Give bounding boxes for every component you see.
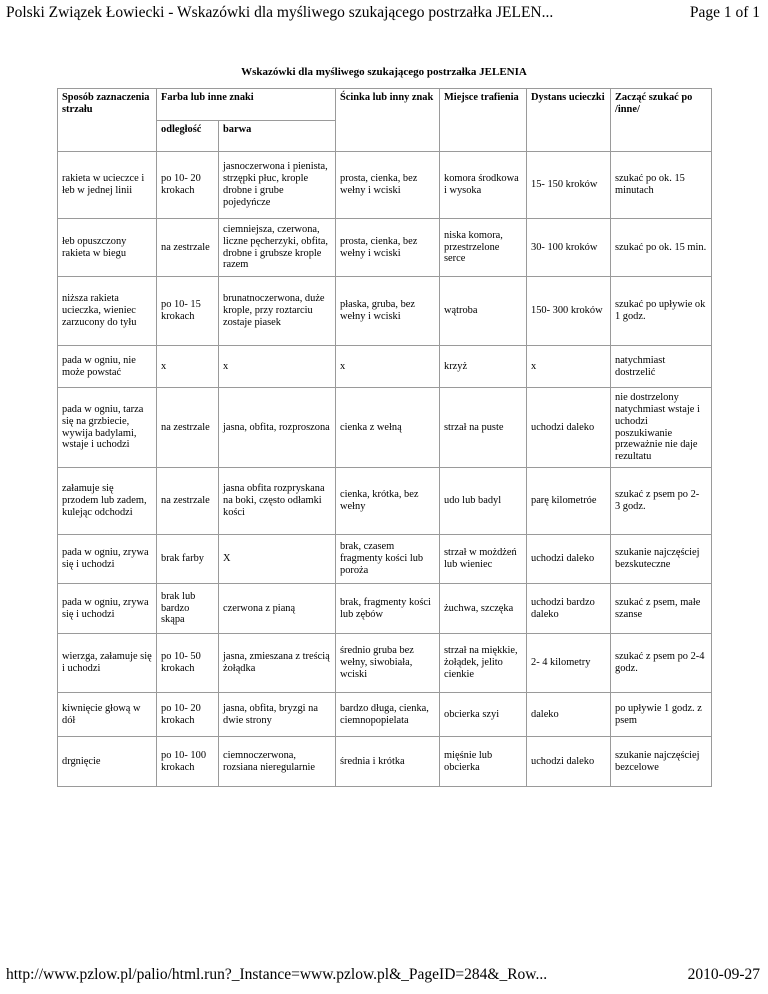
cell-cut: brak, czasem fragmenty kości lub poroża xyxy=(336,535,440,584)
table-row xyxy=(58,737,712,787)
cell-start: szukanie najczęściej bezcelowe xyxy=(611,737,712,787)
header-distance: odległość xyxy=(157,121,219,152)
cell-signal: pada w ogniu, nie może powstać xyxy=(58,346,157,388)
cell-distance: po 10- 50 krokach xyxy=(157,634,219,693)
cell-escape: 15- 150 kroków xyxy=(527,152,611,219)
cell-color: jasna obfita rozpryskana na boki, często odłamki kości xyxy=(219,468,336,535)
cell-cut: bardzo długa, cienka, ciemnopopielata xyxy=(336,693,440,737)
cell-start: szukać po ok. 15 minutach xyxy=(611,152,712,219)
cell-distance: na zestrzale xyxy=(157,388,219,468)
cell-distance: x xyxy=(157,346,219,388)
cell-cut: cienka, krótka, bez wełny xyxy=(336,468,440,535)
cell-cut: średnia i krótka xyxy=(336,737,440,787)
header-signal: Sposób zaznaczenia strzału xyxy=(58,89,157,152)
cell-start: szukać z psem po 2-4 godz. xyxy=(611,634,712,693)
cell-cut: x xyxy=(336,346,440,388)
table-row xyxy=(58,219,712,277)
cell-place: strzał na miękkie, żołądek, jelito cienkie xyxy=(440,634,527,693)
header-color: barwa xyxy=(219,121,336,152)
cell-color: ciemniejsza, czerwona, liczne pęcherzyki, obfita, drobne i grubsze krople razem xyxy=(219,219,336,277)
cell-escape: 150- 300 kroków xyxy=(527,277,611,346)
cell-distance: po 10- 100 krokach xyxy=(157,737,219,787)
cell-signal: pada w ogniu, tarza się na grzbiecie, wywija badylami, wstaje i uchodzi xyxy=(58,388,157,468)
table-row xyxy=(58,584,712,634)
header-escape: Dystans ucieczki xyxy=(527,89,611,152)
print-header-page: Page 1 of 1 xyxy=(689,4,760,21)
cell-place: komora środkowa i wysoka xyxy=(440,152,527,219)
cell-place: krzyż xyxy=(440,346,527,388)
cell-cut: prosta, cienka, bez wełny i wciski xyxy=(336,152,440,219)
document-title: Wskazówki dla myśliwego szukającego postrzałka JELENIA xyxy=(241,66,527,78)
cell-color: jasnoczerwona i pienista, strzępki płuc, krople drobne i grube pojedyńcze xyxy=(219,152,336,219)
print-footer xyxy=(0,966,768,990)
cell-signal: załamuje się przodem lub zadem, kulejąc odchodzi xyxy=(58,468,157,535)
cell-escape: x xyxy=(527,346,611,388)
cell-color: x xyxy=(219,346,336,388)
cell-signal: wierzga, załamuje się i uchodzi xyxy=(58,634,157,693)
cell-escape: uchodzi daleko xyxy=(527,737,611,787)
print-header-title: Polski Związek Łowiecki - Wskazówki dla myśliwego szukającego postrzałka JELEN... xyxy=(6,4,554,21)
cell-cut: prosta, cienka, bez wełny i wciski xyxy=(336,219,440,277)
header-cut: Ścinka lub inny znak xyxy=(336,89,440,152)
cell-place: wątroba xyxy=(440,277,527,346)
cell-place: obcierka szyi xyxy=(440,693,527,737)
cell-signal: kiwnięcie głową w dół xyxy=(58,693,157,737)
cell-start: szukanie najczęściej bezskuteczne xyxy=(611,535,712,584)
cell-start: szukać po ok. 15 min. xyxy=(611,219,712,277)
cell-color: jasna, obfita, bryzgi na dwie strony xyxy=(219,693,336,737)
cell-distance: brak farby xyxy=(157,535,219,584)
print-footer-url: http://www.pzlow.pl/palio/html.run?_Instance=www.pzlow.pl&_PageID=284&_Row... xyxy=(6,966,548,983)
header-blood-group: Farba lub inne znaki xyxy=(157,89,336,121)
table-row xyxy=(58,388,712,468)
table-row xyxy=(58,152,712,219)
cell-escape: parę kilometróe xyxy=(527,468,611,535)
cell-start: szukać z psem, małe szanse xyxy=(611,584,712,634)
cell-start: szukać po upływie ok 1 godz. xyxy=(611,277,712,346)
cell-escape: uchodzi bardzo daleko xyxy=(527,584,611,634)
table-row xyxy=(58,277,712,346)
cell-escape: uchodzi daleko xyxy=(527,388,611,468)
cell-color: brunatnoczerwona, duże krople, przy roztarciu zostaje piasek xyxy=(219,277,336,346)
cell-signal: pada w ogniu, zrywa się i uchodzi xyxy=(58,584,157,634)
table-row xyxy=(58,346,712,388)
header-place: Miejsce trafienia xyxy=(440,89,527,152)
cell-distance: po 10- 20 krokach xyxy=(157,152,219,219)
cell-start: natychmiast dostrzelić xyxy=(611,346,712,388)
cell-distance: po 10- 15 krokach xyxy=(157,277,219,346)
header-start: Zacząć szukać po /inne/ xyxy=(611,89,712,152)
cell-distance: na zestrzale xyxy=(157,468,219,535)
table-row xyxy=(58,535,712,584)
table-row xyxy=(58,693,712,737)
cell-cut: średnio gruba bez wełny, siwobiała, wciski xyxy=(336,634,440,693)
cell-start: po upływie 1 godz. z psem xyxy=(611,693,712,737)
cell-cut: cienka z wełną xyxy=(336,388,440,468)
cell-escape: uchodzi daleko xyxy=(527,535,611,584)
cell-place: niska komora, przestrzelone serce xyxy=(440,219,527,277)
cell-escape: 2- 4 kilometry xyxy=(527,634,611,693)
cell-place: strzał w możdżeń lub wieniec xyxy=(440,535,527,584)
cell-signal: niższa rakieta ucieczka, wieniec zarzucony do tyłu xyxy=(58,277,157,346)
cell-place: mięśnie lub obcierka xyxy=(440,737,527,787)
cell-signal: drgnięcie xyxy=(58,737,157,787)
cell-signal: pada w ogniu, zrywa się i uchodzi xyxy=(58,535,157,584)
table-row xyxy=(58,634,712,693)
cell-color: jasna, obfita, rozproszona xyxy=(219,388,336,468)
cell-signal: łeb opuszczony rakieta w biegu xyxy=(58,219,157,277)
table-row xyxy=(58,468,712,535)
print-footer-date: 2010-09-27 xyxy=(687,966,760,983)
cell-distance: na zestrzale xyxy=(157,219,219,277)
cell-color: jasna, zmieszana z treścią żołądka xyxy=(219,634,336,693)
cell-distance: brak lub bardzo skąpa xyxy=(157,584,219,634)
cell-start: szukać z psem po 2- 3 godz. xyxy=(611,468,712,535)
cell-cut: płaska, gruba, bez wełny i wciski xyxy=(336,277,440,346)
wound-signs-table xyxy=(57,88,712,787)
cell-distance: po 10- 20 krokach xyxy=(157,693,219,737)
cell-escape: daleko xyxy=(527,693,611,737)
cell-cut: brak, fragmenty kości lub zębów xyxy=(336,584,440,634)
cell-place: udo lub badyl xyxy=(440,468,527,535)
cell-signal: rakieta w ucieczce i łeb w jednej linii xyxy=(58,152,157,219)
cell-start: nie dostrzelony natychmiast wstaje i uchodzi poszukiwanie przeważnie nie daje rezultatu xyxy=(611,388,712,468)
cell-color: ciemnoczerwona, rozsiana nieregularnie xyxy=(219,737,336,787)
cell-place: żuchwa, szczęka xyxy=(440,584,527,634)
cell-place: strzał na puste xyxy=(440,388,527,468)
print-header xyxy=(0,2,768,26)
cell-color: X xyxy=(219,535,336,584)
cell-color: czerwona z pianą xyxy=(219,584,336,634)
cell-escape: 30- 100 kroków xyxy=(527,219,611,277)
